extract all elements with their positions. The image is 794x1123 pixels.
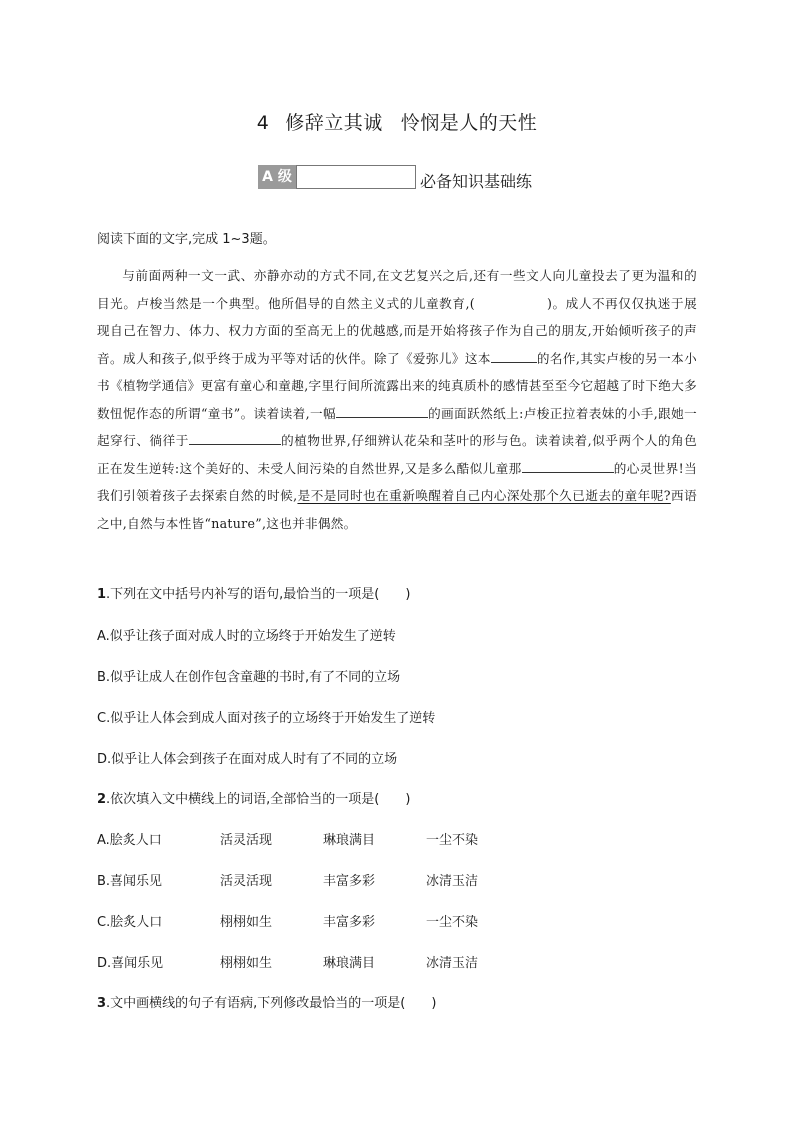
passage-text-3: 的名作,其实卢梭的另一本小书《植物学通信》更富有童心和童趣,字里行间所流露出来的纯真质朴的感情甚至至今它超越了时下绝大多数忸怩作态的所谓“童书”。读着读着,一幅: [97, 350, 697, 421]
fill-blank-4: [522, 458, 614, 473]
option-1d[interactable]: D.似乎让人体会到孩子在面对成人时有了不同的立场: [97, 752, 398, 767]
title-part-1: 修辞立其诚: [285, 112, 383, 134]
passage-text-4: 的画面跃然纸上:卢梭正拉着表妹的小手,跟她一起穿行、徜徉于: [97, 405, 697, 448]
level-label: 必备知识基础练: [420, 172, 533, 191]
lesson-number: 4: [256, 112, 270, 134]
level-badge: A 级: [258, 165, 296, 189]
fill-blank-3: [189, 430, 281, 445]
question-text: .依次填入文中横线上的词语,全部恰当的一项是(: [106, 792, 380, 807]
lesson-title: [0, 108, 794, 135]
reading-instruction: 阅读下面的文字,完成 1~3题。: [97, 232, 276, 247]
level-box: [296, 165, 416, 189]
question-2: 2.依次填入文中横线上的词语,全部恰当的一项是( ): [97, 792, 411, 807]
option-1c[interactable]: C.似乎让人体会到成人面对孩子的立场终于开始发生了逆转: [97, 711, 436, 726]
underlined-sentence: 是不是同时也在重新唤醒着自己内心深处那个久已逝去的童年呢?: [297, 488, 671, 503]
reading-passage: [97, 262, 697, 537]
option-1a[interactable]: A.似乎让孩子面对成人时的立场终于开始发生了逆转: [97, 629, 396, 644]
passage-text-5: 的植物世界,仔细辨认花朵和茎叶的形与色。读着读着,似乎两个人的角色正在发生逆转:这个美好的、未受人间污染的自然世界,又是多么酷似儿童那: [97, 433, 697, 476]
question-number: 3: [97, 996, 107, 1011]
passage-text-1: 与前面两种一文一武、亦静亦动的方式不同,在文艺复兴之后,还有一些文人向儿童投去了更为温和的目光。卢梭当然是一个典型。他所倡导的自然主义式的儿童教育,(: [97, 268, 697, 311]
fill-blank-1: [491, 348, 537, 363]
passage-text-2: )。成人不再仅仅执迷于展现自己在智力、体力、权力方面的至高无上的优越感,而是开始将孩子作为自己的朋友,开始倾听孩子的声音。成人和孩子,似乎终于成为平等对话的伙伴。除了《爱弥儿》这本: [97, 295, 697, 366]
passage-text-8: 西语之中,自然与本性皆“nature”,这也并非偶然。: [97, 488, 697, 531]
question-text: .下列在文中括号内补写的语句,最恰当的一项是(: [106, 587, 380, 602]
question-text: .文中画横线的句子有语病,下列修改最恰当的一项是(: [106, 996, 406, 1011]
question-3: 3.文中画横线的句子有语病,下列修改最恰当的一项是( ): [97, 996, 437, 1011]
question-number: 2: [97, 792, 107, 807]
question-number: 1: [97, 587, 107, 602]
question-1: 1.下列在文中括号内补写的语句,最恰当的一项是( ): [97, 587, 411, 602]
option-1b[interactable]: B.似乎让成人在创作包含童趣的书时,有了不同的立场: [97, 670, 401, 685]
title-part-2: 怜悯是人的天性: [400, 112, 538, 134]
fill-blank-2: [336, 403, 428, 418]
passage-text-6: 的心灵世界!当我们引领着孩子去探索自然的时候,: [97, 460, 697, 503]
